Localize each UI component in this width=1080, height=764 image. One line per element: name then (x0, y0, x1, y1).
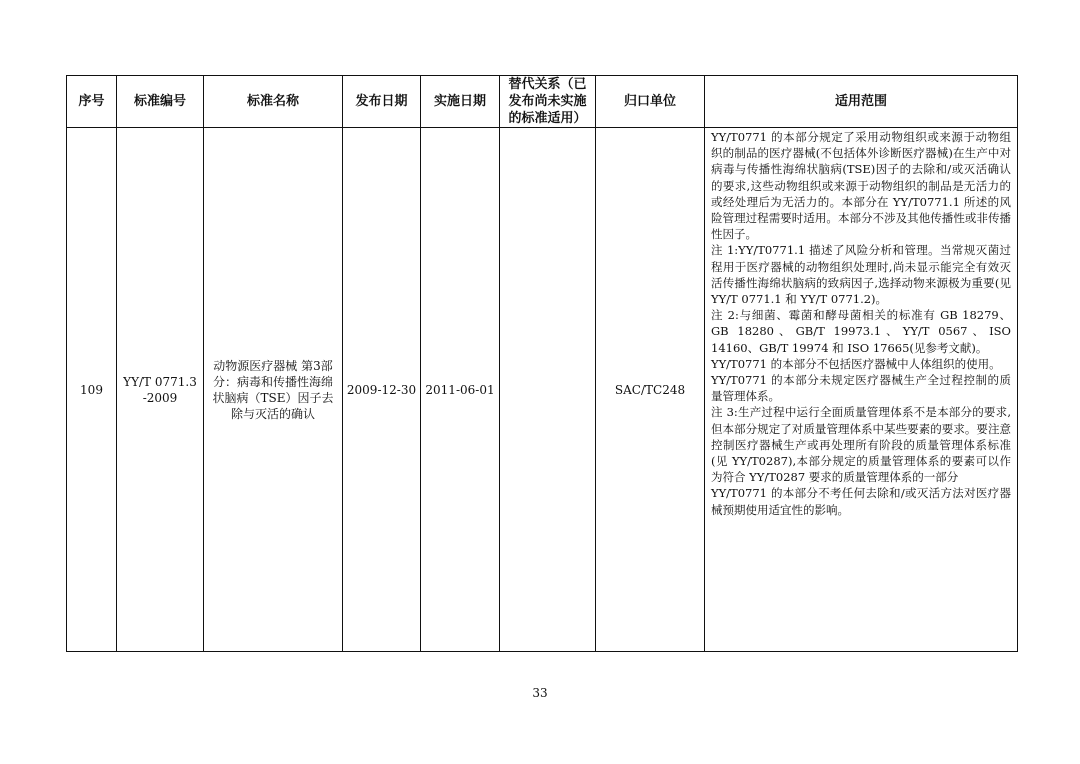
cell-code: YY/T 0771.3 -2009 (117, 128, 204, 652)
cell-seq: 109 (67, 128, 117, 652)
header-seq: 序号 (67, 76, 117, 128)
scope-paragraph: YY/T0771 的本部分不包括医疗器械中人体组织的使用。 (711, 356, 1001, 371)
cell-unit: SAC/TC248 (596, 128, 705, 652)
table-row (67, 128, 1018, 652)
cell-name: 动物源医疗器械 第3部分：病毒和传播性海绵状脑病（TSE）因子去除与灭活的确认 (204, 128, 343, 652)
header-publish-date: 发布日期 (343, 76, 421, 128)
cell-replaced (500, 128, 596, 652)
scope-paragraph: YY/T0771 的本部分未规定医疗器械生产全过程控制的质量管理体系。 (711, 373, 1011, 404)
scope-note-3: 注 3:生产过程中运行全面质量管理体系不是本部分的要求,但本部分规定了对质量管理体系中某些要素的要求。要注意控制医疗器械生产或再处理所有阶段的质量管理体系标准(见 YY/T0287),本部分规定的质量管理体系的要素可以作为符合 YY/T0287 要求的质量管理体系的一部分 (711, 405, 1011, 485)
standards-table (66, 75, 1018, 652)
header-scope: 适用范围 (705, 76, 1018, 128)
header-code: 标准编号 (117, 76, 204, 128)
cell-publish-date: 2009-12-30 (343, 128, 421, 652)
scope-paragraph: YY/T0771 的本部分不考任何去除和/或灭活方法对医疗器械预期使用适宜性的影响。 (711, 486, 1011, 517)
cell-scope (705, 128, 1018, 652)
scope-note-1: 注 1:YY/T0771.1 描述了风险分析和管理。当常规灭菌过程用于医疗器械的动物组织处理时,尚未显示能完全有效灭活传播性海绵状脑病的致病因子,选择动物来源极为重要(见 YY/T 0771.1 和 YY/T 0771.2)。 (711, 243, 1011, 307)
scope-paragraph: YY/T0771 的本部分规定了采用动物组织或来源于动物组织的制品的医疗器械(不包括体外诊断医疗器械)在生产中对病毒与传播性海绵状脑病(TSE)因子的去除和/或灭活确认的要求,这些动物组织或来源于动物组织的制品是无活力的或经处理后为无活力的。本部分在 YY/T0771.1 所述的风险管理过程需要时适用。本部分不涉及其他传播性或非传播性因子。 (711, 130, 1011, 242)
header-name: 标准名称 (204, 76, 343, 128)
header-replaced: 替代关系（已发布尚未实施的标准适用） (500, 76, 596, 128)
scope-note-2: 注 2:与细菌、霉菌和酵母菌相关的标准有 GB 18279、GB 18280、GB/T 19973.1、YY/T 0567、ISO 14160、GB/T 19974 和 ISO 17665(见参考文献)。 (711, 308, 1011, 355)
header-unit: 归口单位 (596, 76, 705, 128)
header-row (67, 76, 1018, 128)
cell-implement-date: 2011-06-01 (421, 128, 500, 652)
header-implement-date: 实施日期 (421, 76, 500, 128)
page-number: 33 (532, 686, 548, 700)
